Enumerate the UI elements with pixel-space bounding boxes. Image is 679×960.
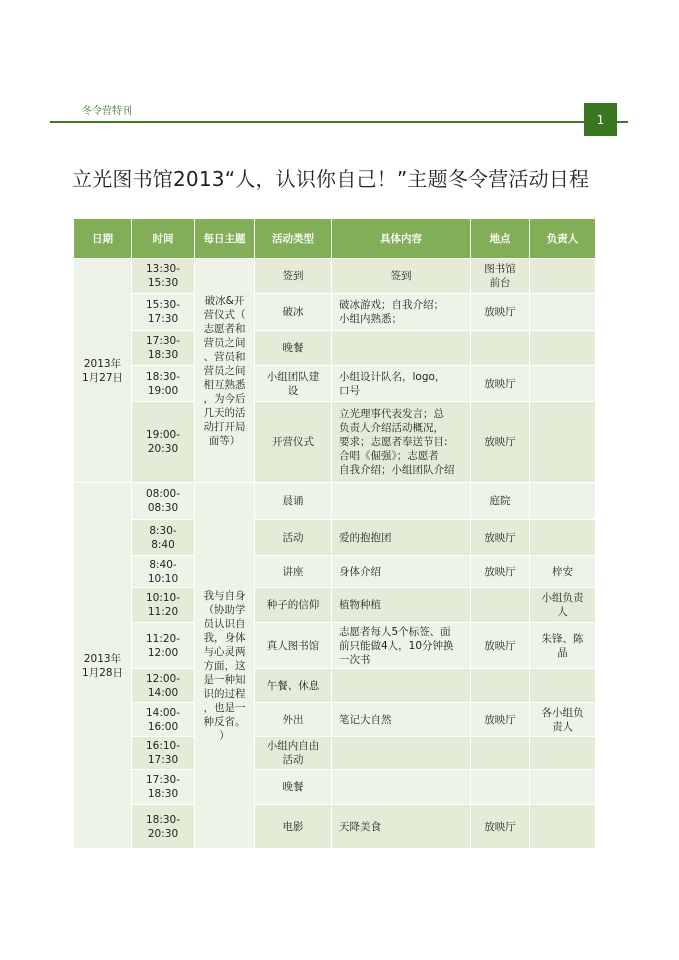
owner-cell bbox=[530, 366, 596, 402]
content-cell: 爱的抱抱团 bbox=[332, 520, 471, 556]
owner-cell: 小组负责 人 bbox=[530, 588, 596, 623]
type-cell: 签到 bbox=[255, 259, 332, 294]
time-cell: 15:30- 17:30 bbox=[132, 294, 195, 331]
table-row bbox=[74, 402, 596, 483]
page-title: 立光图书馆2013“人，认识你自己！”主题冬令营活动日程 bbox=[72, 167, 590, 191]
content-cell bbox=[332, 770, 471, 805]
type-cell: 讲座 bbox=[255, 556, 332, 588]
table-row bbox=[74, 259, 596, 294]
table-row bbox=[74, 588, 596, 623]
table-row bbox=[74, 294, 596, 331]
content-cell bbox=[332, 331, 471, 366]
content-cell: 笔记大自然 bbox=[332, 703, 471, 737]
owner-cell bbox=[530, 737, 596, 770]
owner-cell bbox=[530, 294, 596, 331]
table-row bbox=[74, 770, 596, 805]
type-cell: 活动 bbox=[255, 520, 332, 556]
owner-cell bbox=[530, 331, 596, 366]
theme-cell: 破冰&开 营仪式（ 志愿者和 营员之间 、营员和 营员之间 相互熟悉 ，为今后 几天的活 动打开局 面等） bbox=[195, 259, 255, 483]
column-header-content: 具体内容 bbox=[332, 219, 471, 259]
content-cell bbox=[332, 737, 471, 770]
type-cell: 晚餐 bbox=[255, 331, 332, 366]
type-cell: 开营仪式 bbox=[255, 402, 332, 483]
owner-cell bbox=[530, 483, 596, 520]
type-cell: 外出 bbox=[255, 703, 332, 737]
column-header-type: 活动类型 bbox=[255, 219, 332, 259]
table-row bbox=[74, 520, 596, 556]
content-cell: 小组设计队名，logo， 口号 bbox=[332, 366, 471, 402]
table-row bbox=[74, 623, 596, 669]
content-cell: 立光理事代表发言；总 负责人介绍活动概况， 要求；志愿者奉送节目: 合唱《倔强》；志愿者 自我介绍；小组团队介绍 bbox=[332, 402, 471, 483]
table-row bbox=[74, 556, 596, 588]
place-cell: 放映厅 bbox=[471, 402, 530, 483]
place-cell: 放映厅 bbox=[471, 294, 530, 331]
place-cell bbox=[471, 669, 530, 703]
place-cell: 图书馆 前台 bbox=[471, 259, 530, 294]
place-cell: 放映厅 bbox=[471, 805, 530, 849]
content-cell: 破冰游戏；自我介绍； 小组内熟悉； bbox=[332, 294, 471, 331]
time-cell: 08:00- 08:30 bbox=[132, 483, 195, 520]
column-header-place: 地点 bbox=[471, 219, 530, 259]
place-cell bbox=[471, 331, 530, 366]
column-header-time: 时间 bbox=[132, 219, 195, 259]
table-row bbox=[74, 737, 596, 770]
place-cell: 放映厅 bbox=[471, 703, 530, 737]
table-header-row bbox=[74, 219, 596, 259]
time-cell: 8:40- 10:10 bbox=[132, 556, 195, 588]
owner-cell: 朱锋、陈 晶 bbox=[530, 623, 596, 669]
type-cell: 真人图书馆 bbox=[255, 623, 332, 669]
place-cell bbox=[471, 588, 530, 623]
header-divider bbox=[50, 121, 628, 123]
content-cell: 身体介绍 bbox=[332, 556, 471, 588]
content-cell: 志愿者每人5个标签、面 前只能做4人，10分钟换 一次书 bbox=[332, 623, 471, 669]
table-row bbox=[74, 366, 596, 402]
place-cell bbox=[471, 737, 530, 770]
content-cell: 签到 bbox=[332, 259, 471, 294]
place-cell: 庭院 bbox=[471, 483, 530, 520]
type-cell: 破冰 bbox=[255, 294, 332, 331]
owner-cell: 各小组负 责人 bbox=[530, 703, 596, 737]
type-cell: 小组团队建 设 bbox=[255, 366, 332, 402]
owner-cell bbox=[530, 402, 596, 483]
type-cell: 午餐、休息 bbox=[255, 669, 332, 703]
time-cell: 12:00- 14:00 bbox=[132, 669, 195, 703]
time-cell: 17:30- 18:30 bbox=[132, 770, 195, 805]
column-header-owner: 负责人 bbox=[530, 219, 596, 259]
owner-cell bbox=[530, 259, 596, 294]
place-cell: 放映厅 bbox=[471, 366, 530, 402]
type-cell: 小组内自由 活动 bbox=[255, 737, 332, 770]
time-cell: 10:10- 11:20 bbox=[132, 588, 195, 623]
date-cell: 2013年 1月28日 bbox=[74, 483, 132, 849]
header-label: 冬令营特刊 bbox=[82, 106, 132, 117]
time-cell: 18:30- 19:00 bbox=[132, 366, 195, 402]
type-cell: 电影 bbox=[255, 805, 332, 849]
place-cell bbox=[471, 770, 530, 805]
content-cell bbox=[332, 669, 471, 703]
content-cell bbox=[332, 483, 471, 520]
owner-cell bbox=[530, 669, 596, 703]
table-row bbox=[74, 805, 596, 849]
owner-cell bbox=[530, 770, 596, 805]
place-cell: 放映厅 bbox=[471, 623, 530, 669]
time-cell: 8:30- 8:40 bbox=[132, 520, 195, 556]
place-cell: 放映厅 bbox=[471, 520, 530, 556]
time-cell: 14:00- 16:00 bbox=[132, 703, 195, 737]
page-number-badge: 1 bbox=[584, 103, 617, 136]
table-row bbox=[74, 483, 596, 520]
content-cell: 植物种植 bbox=[332, 588, 471, 623]
owner-cell: 梓安 bbox=[530, 556, 596, 588]
table-row bbox=[74, 703, 596, 737]
column-header-date: 日期 bbox=[74, 219, 132, 259]
schedule-table bbox=[73, 218, 596, 849]
table-row bbox=[74, 331, 596, 366]
type-cell: 晚餐 bbox=[255, 770, 332, 805]
table-row bbox=[74, 669, 596, 703]
theme-cell: 我与自身 （协助学 员认识自 我，身体 与心灵两 方面，这 是一种知 识的过程 ，也是一 种反省。 ） bbox=[195, 483, 255, 849]
column-header-theme: 每日主题 bbox=[195, 219, 255, 259]
owner-cell bbox=[530, 520, 596, 556]
time-cell: 17:30- 18:30 bbox=[132, 331, 195, 366]
type-cell: 种子的信仰 bbox=[255, 588, 332, 623]
time-cell: 13:30- 15:30 bbox=[132, 259, 195, 294]
time-cell: 18:30- 20:30 bbox=[132, 805, 195, 849]
time-cell: 11:20- 12:00 bbox=[132, 623, 195, 669]
place-cell: 放映厅 bbox=[471, 556, 530, 588]
date-cell: 2013年 1月27日 bbox=[74, 259, 132, 483]
content-cell: 天降美食 bbox=[332, 805, 471, 849]
time-cell: 19:00- 20:30 bbox=[132, 402, 195, 483]
time-cell: 16:10- 17:30 bbox=[132, 737, 195, 770]
type-cell: 晨诵 bbox=[255, 483, 332, 520]
owner-cell bbox=[530, 805, 596, 849]
